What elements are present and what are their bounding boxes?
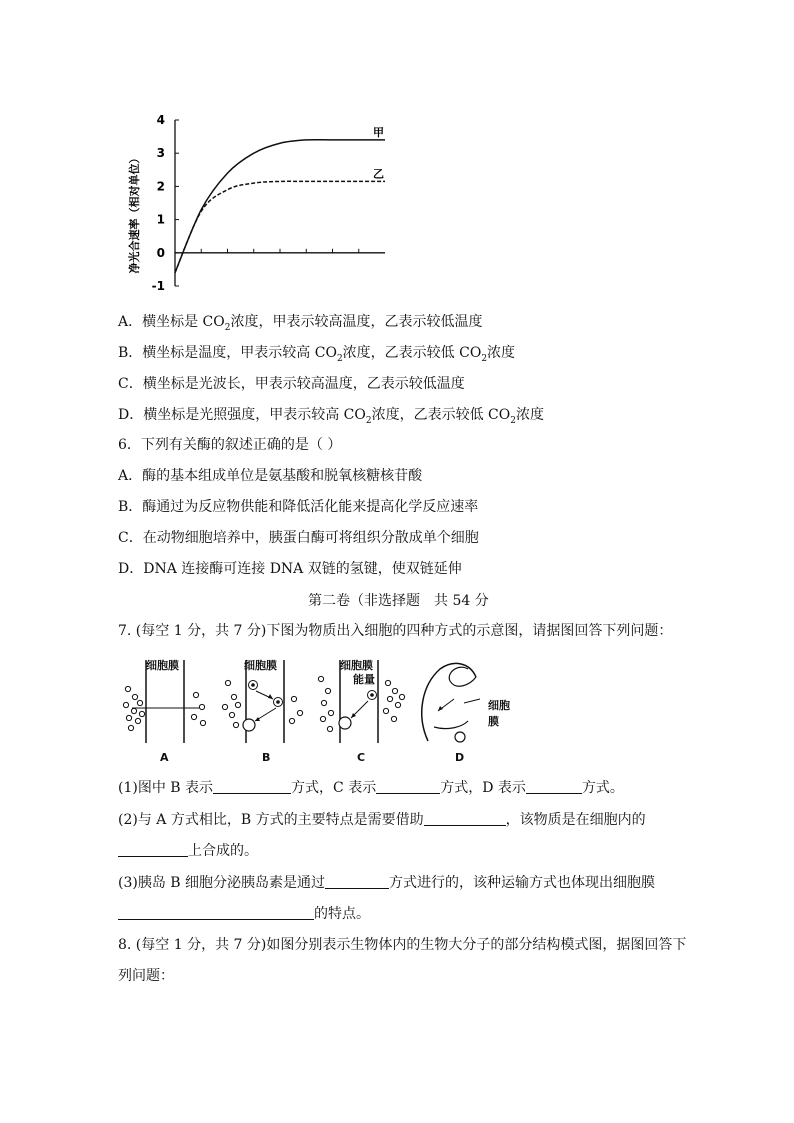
figure-label-membrane-d2: 膜 [488,715,499,728]
y-tick-label: 3 [156,146,165,161]
q6-option-c: C．在动物细胞培养中，胰蛋白酶可将组织分散成单个细胞 [118,530,479,546]
y-tick-label: 1 [156,212,165,227]
answer-blank[interactable] [213,779,291,794]
q6-stem: 6．下列有关酶的叙述正确的是（ ） [118,437,342,453]
figure-label-membrane-a: 细胞膜 [146,659,179,672]
q8-stem-line1: 8. (每空 1 分，共 7 分)如图分别表示生物体内的生物大分子的部分结构模式图，据图回答下 [118,937,687,953]
q5-option-c: C．横坐标是光波长，甲表示较高温度，乙表示较低温度 [118,376,465,392]
q7-1-text-a: (1)图中 B 表示 [118,780,214,796]
q7-3-text-c: 的特点。 [314,906,370,922]
q7-part2 [118,811,646,829]
answer-blank[interactable] [526,779,582,794]
q7-stem: 7. (每空 1 分，共 7 分)下图为物质出入细胞的四种方式的示意图，请据图回答下列问题： [118,623,673,639]
q7-1-text-b: 方式，C 表示 [291,780,377,796]
figure-label-membrane-c: 细胞膜 [340,659,373,672]
q6-option-a: A．酶的基本组成单位是氨基酸和脱氧核糖核苷酸 [118,468,423,484]
q5-option-b: B．横坐标是温度，甲表示较高 $CO_2$浓度，乙表示较低 $CO_2$浓度 [118,345,516,364]
series-label-甲: 甲 [373,125,384,139]
q7-3-text-b: 方式进行的，该种运输方式也体现出细胞膜 [389,875,656,891]
panel-label-a: A [160,751,169,764]
q6-option-d: D．DNA 连接酶可连接 DNA 双链的氢键，使双链延伸 [118,561,462,577]
q6-option-b: B．酶通过为反应物供能和降低活化能来提高化学反应速率 [118,499,479,515]
q7-2-text-a: (2)与 A 方式相比，B 方式的主要特点是需要借助 [118,812,424,828]
section-title: 第二卷（非选择题 共 54 分 [308,593,489,609]
y-tick-label: 0 [156,245,165,260]
q7-1-text-c: 方式，D 表示 [440,780,526,796]
y-tick-label: -1 [151,279,165,293]
q7-3-text-a: (3)胰岛 B 细胞分泌胰岛素是通过 [118,875,326,891]
y-tick-label: 2 [156,179,165,194]
answer-blank[interactable] [118,842,188,857]
q7-2-text-c: 上合成的。 [188,843,258,859]
figure-label-energy: 能量 [353,673,375,686]
answer-blank[interactable] [376,779,440,794]
panel-label-b: B [262,751,271,764]
answer-blank[interactable] [118,905,314,920]
net-photosynthesis-chart [120,108,400,298]
q5-option-d: D．横坐标是光照强度，甲表示较高 $CO_2$浓度，乙表示较低 $CO_2$浓度 [118,407,544,426]
series-label-乙: 乙 [373,167,384,181]
chart-y-label: 净光合速率（相对单位） [128,152,141,274]
figure-label-membrane-b: 细胞膜 [244,659,277,672]
figure-label-membrane-d1: 细胞 [488,699,510,712]
chart-axes [175,120,385,286]
panel-label-d: D [455,751,465,764]
panel-label-c: C [357,751,366,764]
answer-blank[interactable] [325,874,389,889]
answer-blank[interactable] [424,811,506,826]
q7-part2-cont [118,842,258,860]
panel-d [422,663,480,742]
q8-stem-line2: 列问题： [118,968,174,984]
q5-option-a: A．横坐标是 $CO_2$浓度，甲表示较高温度，乙表示较低温度 [118,314,483,333]
q7-2-text-b: ，该物质是在细胞内的 [505,812,646,828]
y-tick-label: 4 [156,113,165,127]
q7-part3-cont [118,905,370,923]
q7-part3 [118,874,655,892]
q7-part1 [118,779,624,797]
q7-1-text-d: 方式。 [581,780,624,796]
series-line-乙 [175,181,385,272]
